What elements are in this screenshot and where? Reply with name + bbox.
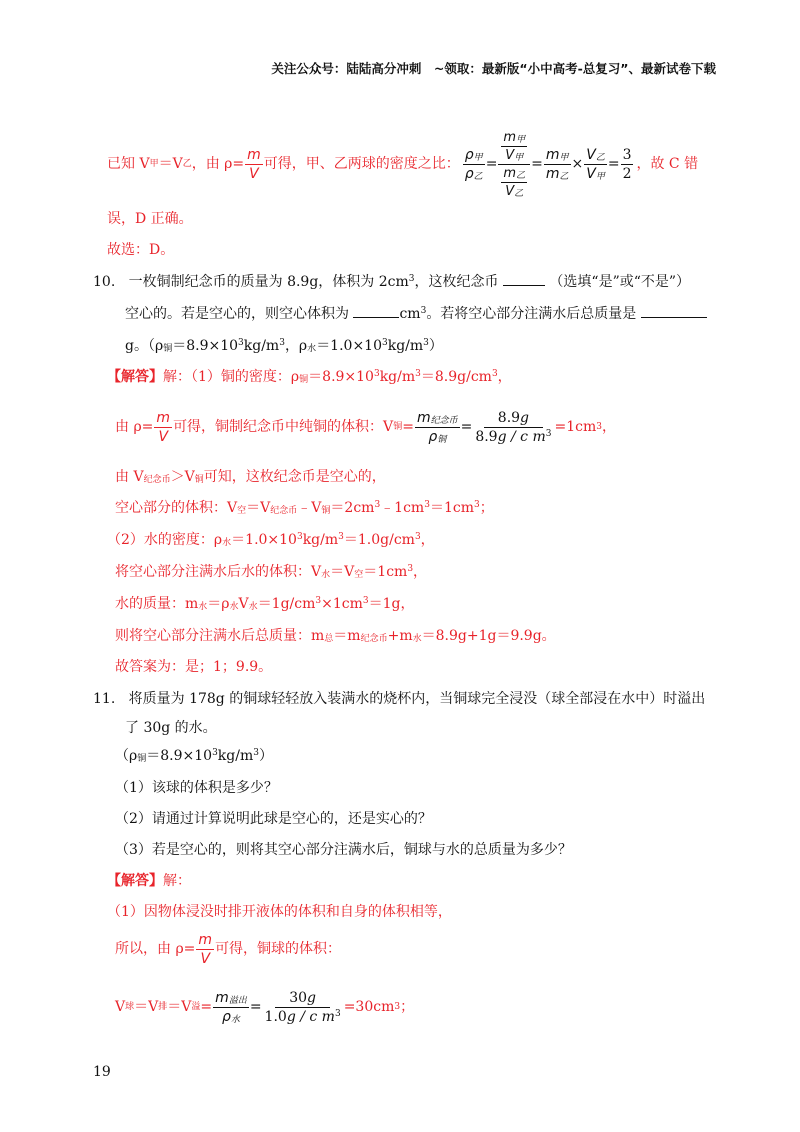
var: m: [545, 146, 560, 163]
subscript: 水: [230, 1014, 240, 1025]
equals: =: [531, 156, 543, 172]
subscript: 水: [229, 602, 239, 612]
text: 空心部分的体积：V: [115, 500, 238, 516]
subscript: 甲: [473, 152, 483, 163]
subscript: 铜: [163, 344, 173, 354]
unit: g: [307, 989, 317, 1006]
subscript: 水: [307, 344, 317, 354]
denominator-value: 8.9: [475, 428, 498, 445]
var: V: [586, 165, 596, 182]
superscript: 3: [373, 369, 380, 379]
var: m: [503, 165, 517, 181]
subscript: 甲: [516, 134, 526, 145]
subscript: 水: [222, 538, 232, 548]
superscript: 3: [279, 338, 285, 348]
subscript: 甲: [595, 171, 605, 182]
text: ﹣V: [297, 500, 322, 516]
text: cm: [399, 306, 421, 322]
answer-blank-3[interactable]: [641, 303, 707, 318]
text: ＝1.0×10: [316, 338, 382, 354]
superscript: 3: [315, 596, 322, 606]
superscript: 3: [362, 596, 369, 606]
question-number: 10.: [93, 274, 116, 290]
subscript: 水: [248, 602, 258, 612]
q11-answer-line1: （1）因物体浸没时排开液体的体积和自身的体积相等，: [107, 904, 452, 920]
text: 已知 V: [107, 156, 150, 172]
superscript: 3: [382, 338, 388, 348]
text: 解：: [163, 873, 191, 889]
var: ρ: [222, 1008, 231, 1025]
text: ＝V: [246, 500, 271, 516]
formula-denominator: V: [249, 165, 259, 182]
text: ×1cm: [321, 596, 363, 612]
superscript: 3: [334, 1008, 341, 1019]
q11-answer-label-line: [107, 871, 191, 891]
text: ，: [497, 369, 512, 385]
text: ＝8.9g/cm: [420, 369, 492, 385]
text: 可得，铜球的体积：: [215, 941, 342, 957]
superscript: 3: [338, 532, 344, 542]
superscript: 3: [491, 369, 498, 379]
subscript: 纪念币: [143, 475, 171, 485]
text: ；: [400, 999, 415, 1015]
text: ＝1cm: [429, 500, 474, 516]
question-number: 11.: [93, 691, 116, 707]
text: 所以，由 ρ=: [115, 941, 196, 957]
answer-blank-1[interactable]: [503, 271, 545, 286]
superscript: 3: [415, 369, 421, 379]
text: ，: [413, 564, 428, 580]
q10-answer-line8: [115, 626, 556, 646]
text: ＝1.0g/cm: [343, 532, 415, 548]
page-number: 19: [93, 1064, 111, 1080]
superscript: 3: [473, 500, 480, 510]
subscript: 空: [354, 570, 364, 580]
copper-volume-formula: [414, 411, 555, 444]
text: 则将空心部分注满水后总质量：m: [115, 628, 325, 644]
subscript: 铜: [299, 375, 309, 385]
formula-denominator: V: [200, 950, 211, 967]
superscript: 3: [212, 748, 218, 758]
density-formula: [245, 148, 263, 181]
formula-numerator: m: [156, 409, 171, 426]
superscript: 3: [408, 274, 415, 284]
text: kg/m: [243, 338, 280, 354]
q11-answer-line3: V 球 ＝V 排 ＝V 溢 = $\frac{m_{溢出}}{\rho_水}$ = $\frac{30g}{1.0g / c m^3}$ =30cm 3 ；: [115, 989, 415, 1025]
text: ＝8.9×10: [308, 369, 374, 385]
text: 可知，这枚纪念币是空心的，: [203, 469, 386, 485]
superscript: 3: [420, 306, 427, 316]
text: ＝2cm: [330, 500, 375, 516]
text: （ρ: [115, 748, 138, 764]
q10-answer-line7: [115, 594, 415, 614]
equals: =: [460, 419, 473, 435]
superscript: 3: [238, 338, 244, 348]
density-formula: [154, 411, 172, 444]
text: （2）水的密度：ρ: [107, 532, 223, 548]
text: 可得，甲、乙两球的密度之比：: [263, 156, 460, 172]
subscript: 乙: [514, 188, 524, 199]
q10-answer-line6: [115, 562, 427, 582]
var: V: [505, 183, 515, 199]
ball-volume-formula: [212, 991, 344, 1024]
text: （选填“是”或“不是”）: [549, 274, 691, 290]
q9-line2: 误，D 正确。: [107, 211, 193, 227]
text: kg/m: [217, 748, 254, 764]
text: ＝V: [158, 156, 183, 172]
subscript: 水: [198, 602, 208, 612]
text: kg/m: [379, 369, 416, 385]
text: kg/m: [387, 338, 424, 354]
density-ratio-formula: [462, 131, 635, 198]
answer-label: 【解答】: [107, 873, 163, 889]
formula-denominator: V: [158, 428, 169, 445]
page-header: 关注公众号：陆陆高分冲刺 ~领取：最新版“小中高考-总复习”、最新试卷下载: [271, 61, 716, 76]
text: ＝m: [333, 628, 361, 644]
text: ，: [601, 419, 616, 435]
q10-answer-line2: 由 ρ= $\frac{m}{V}$ 可得，铜制纪念币中纯铜的体积：V 铜 = $\frac{m_{纪念币}}{\rho_铜}$ = $\frac{8.9g}{8.9g / c m^3}$ =1cm 3 ，: [115, 409, 616, 445]
text: 解：（1）铜的密度：ρ: [163, 369, 300, 385]
q9-answer: 故选：D。: [107, 242, 175, 258]
text: ＝1g，: [368, 596, 415, 612]
var: m: [215, 989, 229, 1006]
equals: =: [607, 156, 620, 172]
q11-line3: [115, 746, 273, 766]
text: ＝V: [167, 999, 192, 1015]
formula-numerator: m: [247, 146, 261, 163]
text: ，ρ: [284, 338, 308, 354]
var: ρ: [428, 428, 438, 445]
rho: ρ: [464, 146, 474, 163]
text: V: [115, 999, 126, 1015]
text: ，故 C 错: [636, 156, 699, 172]
text: ＝1g/cm: [257, 596, 316, 612]
text: =1cm: [554, 419, 597, 435]
text: ＝8.9g+1g＝9.9g。: [421, 628, 556, 644]
equals: =: [249, 999, 262, 1015]
text: ，这枚纪念币: [414, 274, 499, 290]
text: 由 V: [115, 469, 144, 485]
q10-answer-line3: [115, 467, 386, 487]
denominator: 2: [622, 165, 632, 182]
numerator: 3: [622, 146, 632, 163]
q11-answer-line2: [115, 926, 341, 972]
text: =: [402, 419, 414, 435]
text: ）: [258, 748, 273, 764]
rho: ρ: [464, 165, 474, 182]
superscript: 3: [424, 500, 430, 510]
text: 将空心部分注满水后水的体积：V: [115, 564, 322, 580]
subscript: 乙: [559, 171, 569, 182]
superscript: 3: [374, 500, 381, 510]
q9-conclusion-line: 已知 V 甲 ＝V 乙 ，由 ρ= $\frac{m}{V}$ 可得，甲、乙两球的密度之比： $\frac{\rho_甲}{\rho_乙}$ = $\frac{\frac{m_甲}{V_甲}}{\frac{m_乙}{V_乙}}$ = $\frac{m_甲}{m_乙}$ × $\frac{V_乙}{V_甲}$ = $\frac{3}{2}$ ，故 C 错: [107, 129, 699, 199]
superscript: 3: [414, 532, 421, 542]
subscript: 纪念币: [430, 415, 458, 426]
var: m: [503, 129, 517, 145]
superscript: 3: [423, 338, 429, 348]
text: ，由 ρ=: [191, 156, 245, 172]
var: m: [416, 409, 431, 426]
subscript: 乙: [595, 152, 605, 163]
var: m: [545, 165, 560, 182]
subscript: 铜: [194, 475, 204, 485]
q10-line3: [125, 336, 443, 356]
text: 可得，铜制纪念币中纯铜的体积：V: [173, 419, 394, 435]
text: ＝1cm: [363, 564, 408, 580]
text: +m: [387, 628, 413, 644]
subscript: 水: [412, 634, 422, 644]
text: ＝1.0×10: [231, 532, 297, 548]
superscript: 3: [253, 748, 259, 758]
text: V: [238, 596, 249, 612]
subscript: 铜: [437, 434, 447, 445]
text: ＝ρ: [207, 596, 230, 612]
subscript: 纪念币: [360, 634, 388, 644]
text: 空心的。若是空心的，则空心体积为: [125, 306, 349, 322]
text: 水的质量：m: [115, 596, 199, 612]
superscript: 3: [296, 532, 303, 542]
text: g。（ρ: [125, 338, 164, 354]
subscript: 溢出: [228, 995, 247, 1006]
subscript: 总: [324, 634, 334, 644]
unit: g / c m: [286, 1008, 335, 1025]
q10-line2: [125, 303, 707, 324]
numerator-value: 30: [289, 989, 308, 1006]
text: ＝8.9×10: [172, 338, 239, 354]
subscript: 纪念币: [270, 506, 298, 516]
subscript: 乙: [473, 171, 483, 182]
times: ×: [571, 156, 584, 172]
subscript: 铜: [321, 506, 331, 516]
text: =: [200, 999, 213, 1015]
var: V: [586, 146, 596, 163]
text: ＝V: [330, 564, 355, 580]
text: =30cm: [343, 999, 395, 1015]
subscript: 甲: [559, 152, 569, 163]
q10-answer-line5: [107, 530, 435, 550]
superscript: 3: [545, 428, 552, 439]
text: ＞V: [170, 469, 195, 485]
text: ＝V: [134, 999, 159, 1015]
var: V: [505, 147, 515, 163]
subscript: 水: [321, 570, 331, 580]
denominator-value: 1.0: [264, 1008, 287, 1025]
text: 将质量为 178g 的铜球轻轻放入装满水的烧杯内，当铜球完全浸没（球全部浸在水中）时溢出: [128, 691, 706, 707]
superscript: 3: [407, 564, 414, 574]
text: ﹣1cm: [380, 500, 425, 516]
text: 。若将空心部分注满水后总质量是: [426, 306, 637, 322]
unit: g / c m: [497, 428, 546, 445]
q11-subquestion-1: （1）该球的体积是多少？: [115, 780, 278, 796]
q10-line1: [93, 271, 690, 292]
q10-answer-line4: [115, 498, 494, 518]
q11-line1: [93, 689, 705, 709]
numerator-value: 8.9: [497, 409, 521, 426]
text: 由 ρ=: [115, 419, 154, 435]
unit: g: [520, 409, 530, 426]
q11-subquestion-2: （2）请通过计算说明此球是空心的，还是实心的？: [115, 811, 432, 827]
subscript: 乙: [516, 170, 526, 181]
text: ；: [479, 500, 494, 516]
text: ，: [420, 532, 435, 548]
subscript: 甲: [514, 152, 524, 163]
equals: =: [485, 156, 498, 172]
q11-line2: 了 30g 的水。: [125, 720, 217, 736]
text: 一枚铜制纪念币的质量为 8.9g，体积为 2cm: [128, 274, 409, 290]
q10-answer-line1: [107, 367, 512, 387]
text: kg/m: [302, 532, 339, 548]
subscript: 空: [237, 506, 247, 516]
density-formula: [196, 933, 214, 966]
q11-subquestion-3: （3）若是空心的，则将其空心部分注满水后，铜球与水的总质量为多少？: [115, 842, 572, 858]
answer-label: 【解答】: [107, 369, 163, 385]
text: ）: [428, 338, 443, 354]
formula-numerator: m: [198, 931, 213, 948]
subscript: 铜: [137, 754, 147, 764]
q10-final-answer: 故答案为：是；1；9.9。: [115, 659, 273, 675]
answer-blank-2[interactable]: [353, 303, 399, 318]
text: ＝8.9×10: [146, 748, 213, 764]
